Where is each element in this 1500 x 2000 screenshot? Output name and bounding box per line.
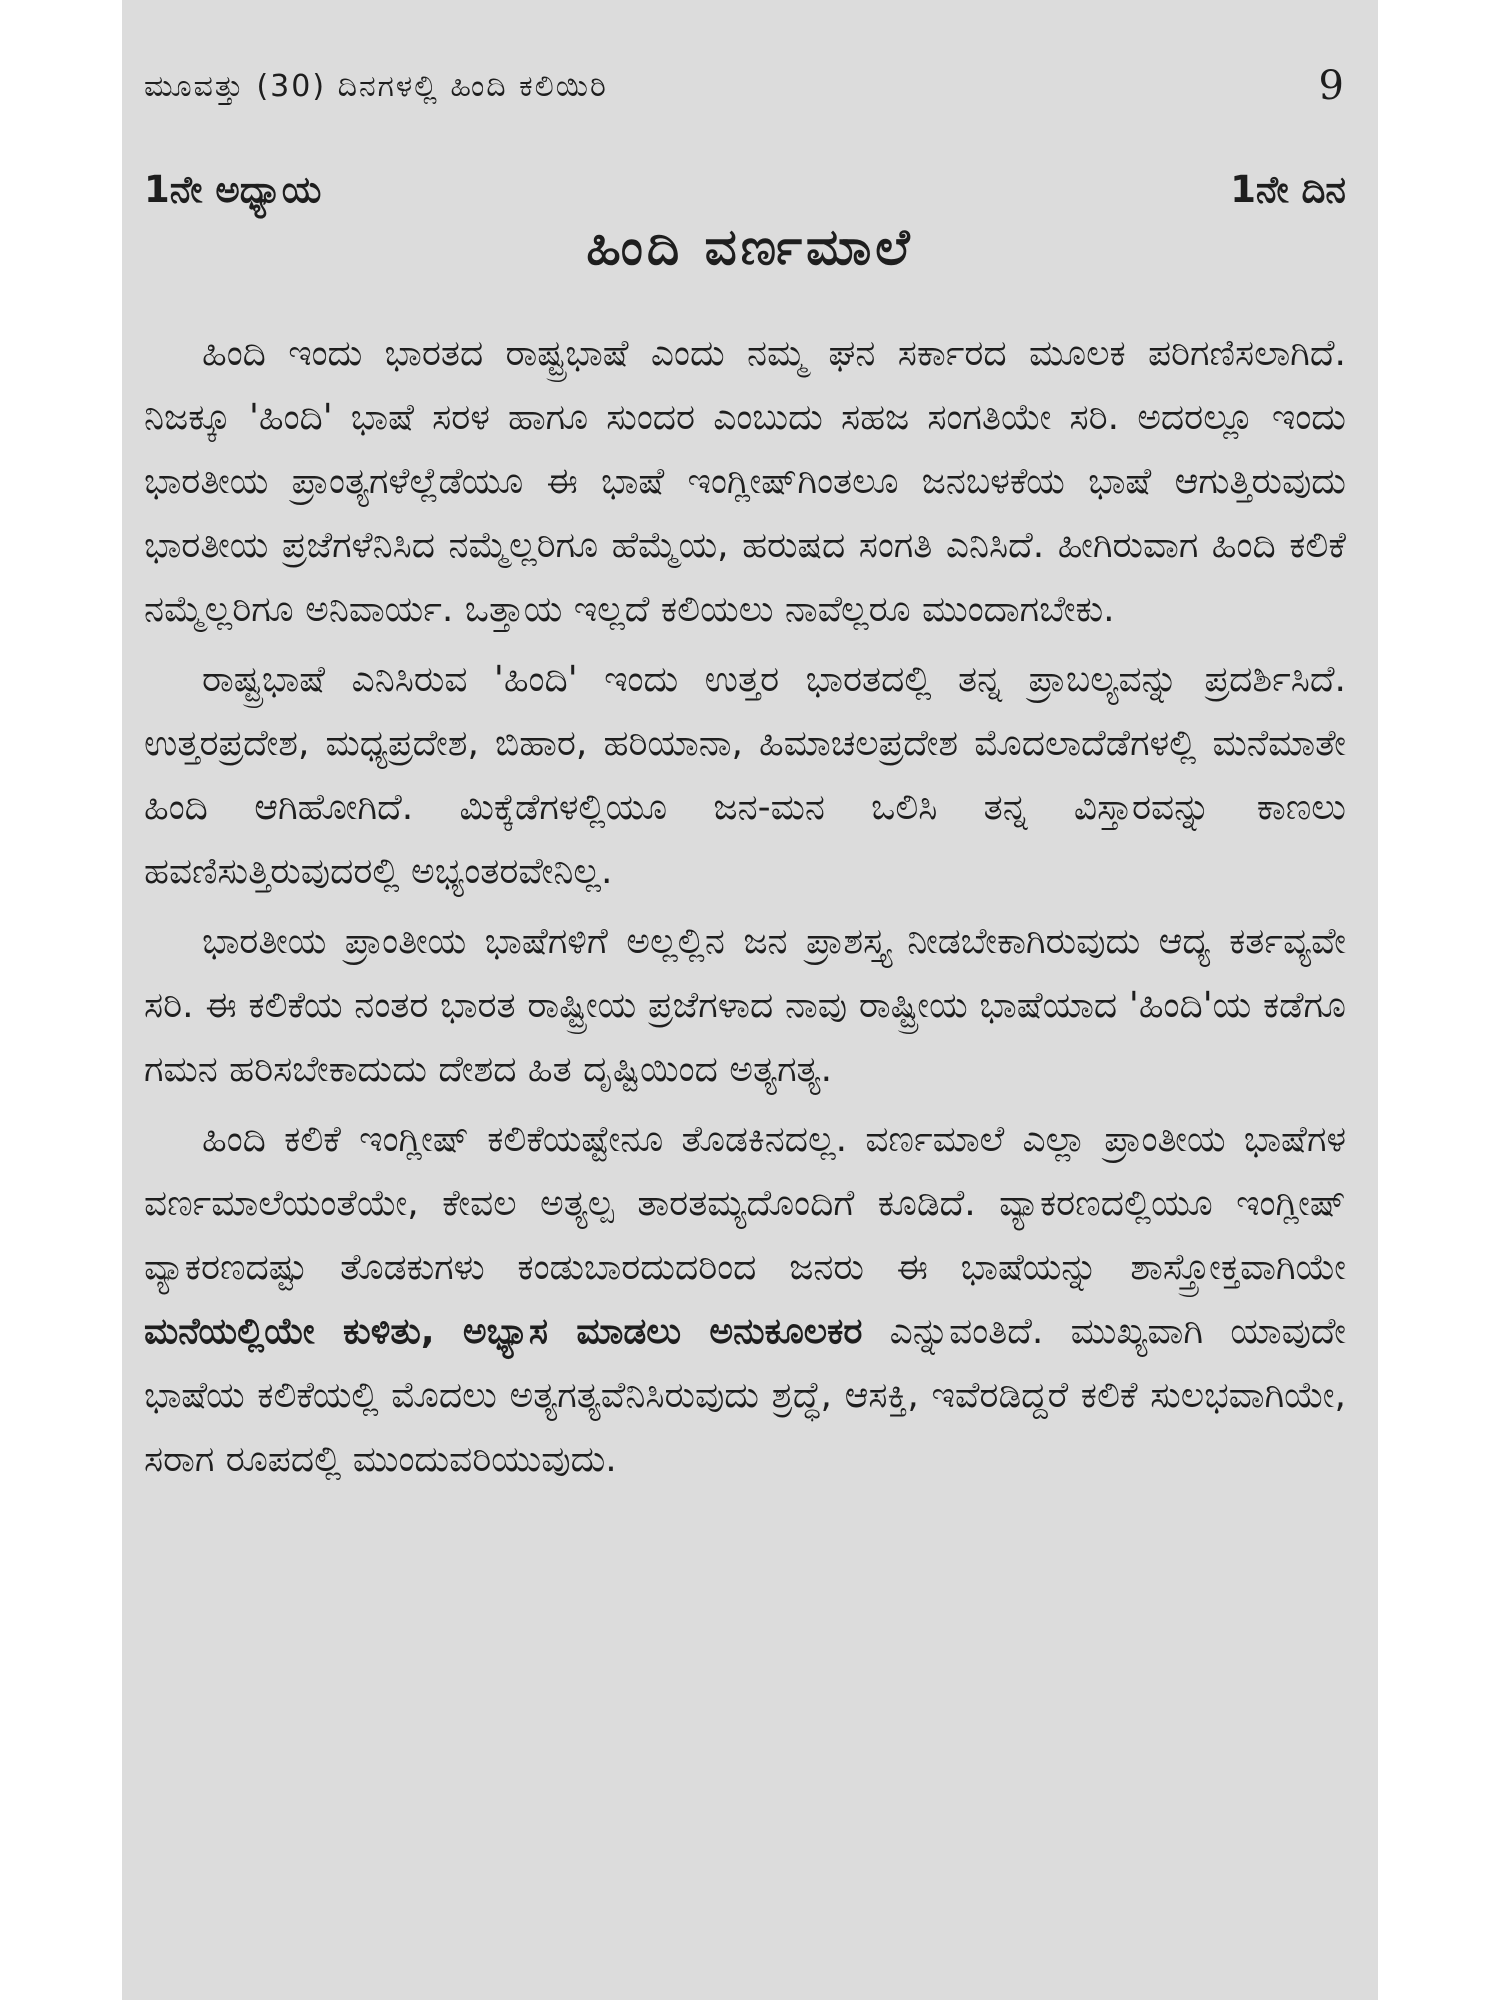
page-title: ಹಿಂದಿ ವರ್ಣಮಾಲೆ [586,218,914,276]
paragraph-text: ಹಿಂದಿ ಕಲಿಕೆ ಇಂಗ್ಲೀಷ್ ಕಲಿಕೆಯಷ್ಟೇನೂ ತೊಡಕಿನದಲ್ಲ. ವರ್ಣಮಾಲೆ ಎಲ್ಲಾ ಪ್ರಾಂತೀಯ ಭಾಷೆಗಳ ವರ್ಣಮಾಲೆಯಂತೆಯೇ, ಕೇವಲ ಅತ್ಯಲ್ಪ ತಾರತಮ್ಯದೊಂದಿಗೆ ಕೂಡಿದೆ. ವ್ಯಾಕರಣದಲ್ಲಿಯೂ ಇಂಗ್ಲೀಷ್ ವ್ಯಾಕರಣದಷ್ಟು ತೊಡಕುಗಳು ಕಂಡುಬಾರದುದರಿಂದ ಜನರು ಈ ಭಾಷೆಯನ್ನು ಶಾಸ್ತ್ರೋಕ್ತವಾಗಿಯೇ [144,1119,1346,1288]
page-number: 9 [1318,63,1346,109]
day-label: 1ನೇ ದಿನ [1230,168,1346,211]
paragraph: ಭಾರತೀಯ ಪ್ರಾಂತೀಯ ಭಾಷೆಗಳಿಗೆ ಅಲ್ಲಲ್ಲಿನ ಜನ ಪ್ರಾಶಸ್ತ್ಯ ನೀಡಬೇಕಾಗಿರುವುದು ಆದ್ಯ ಕರ್ತವ್ಯವೇ ಸರಿ. ಈ ಕಲಿಕೆಯ ನಂತರ ಭಾರತ ರಾಷ್ಟ್ರೀಯ ಪ್ರಜೆಗಳಾದ ನಾವು ರಾಷ್ಟ್ರೀಯ ಭಾಷೆಯಾದ 'ಹಿಂದಿ'ಯ ಕಡೆಗೂ ಗಮನ ಹರಿಸಬೇಕಾದುದು ದೇಶದ ಹಿತ ದೃಷ್ಟಿಯಿಂದ ಅತ್ಯಗತ್ಯ. [144,921,1346,1090]
paragraph-last [144,1108,1346,1492]
body-text [144,322,1346,1498]
chapter-row [144,160,1346,220]
paragraph: ರಾಷ್ಟ್ರಭಾಷೆ ಎನಿಸಿರುವ 'ಹಿಂದಿ' ಇಂದು ಉತ್ತರ ಭಾರತದಲ್ಲಿ ತನ್ನ ಪ್ರಾಬಲ್ಯವನ್ನು ಪ್ರದರ್ಶಿಸಿದೆ. ಉತ್ತರಪ್ರದೇಶ, ಮಧ್ಯಪ್ರದೇಶ, ಬಿಹಾರ, ಹರಿಯಾನಾ, ಹಿಮಾಚಲಪ್ರದೇಶ ಮೊದಲಾದೆಡೆಗಳಲ್ಲಿ ಮನೆಮಾತೇ ಹಿಂದಿ ಆಗಿಹೋಗಿದೆ. ಮಿಕ್ಕೆಡೆಗಳಲ್ಲಿಯೂ ಜನ-ಮನ ಒಲಿಸಿ ತನ್ನ ವಿಸ್ತಾರವನ್ನು ಕಾಣಲು ಹವಣಿಸುತ್ತಿರುವುದರಲ್ಲಿ ಅಭ್ಯಂತರವೇನಿಲ್ಲ. [144,659,1346,892]
paragraph-text: ಎನ್ನುವಂತಿದೆ. ಮುಖ್ಯವಾಗಿ ಯಾವುದೇ ಭಾಷೆಯ ಕಲಿಕೆಯಲ್ಲಿ ಮೊದಲು ಅತ್ಯಗತ್ಯವೆನಿಸಿರುವುದು ಶ್ರದ್ಧೆ, ಆಸಕ್ತಿ, ಇವೆರಡಿದ್ದರೆ ಕಲಿಕೆ ಸುಲಭವಾಗಿಯೇ, ಸರಾಗ ರೂಪದಲ್ಲಿ ಮುಂದುವರಿಯುವುದು. [144,1311,1346,1480]
book-page [122,0,1378,2000]
paragraph: ಹಿಂದಿ ಇಂದು ಭಾರತದ ರಾಷ್ಟ್ರಭಾಷೆ ಎಂದು ನಮ್ಮ ಘನ ಸರ್ಕಾರದ ಮೂಲಕ ಪರಿಗಣಿಸಲಾಗಿದೆ. ನಿಜಕ್ಕೂ 'ಹಿಂದಿ' ಭಾಷೆ ಸರಳ ಹಾಗೂ ಸುಂದರ ಎಂಬುದು ಸಹಜ ಸಂಗತಿಯೇ ಸರಿ. ಅದರಲ್ಲೂ ಇಂದು ಭಾರತೀಯ ಪ್ರಾಂತ್ಯಗಳೆಲ್ಲೆಡೆಯೂ ಈ ಭಾಷೆ ಇಂಗ್ಲೀಷ್‌ಗಿಂತಲೂ ಜನಬಳಕೆಯ ಭಾಷೆ ಆಗುತ್ತಿರುವುದು ಭಾರತೀಯ ಪ್ರಜೆಗಳೆನಿಸಿದ ನಮ್ಮೆಲ್ಲರಿಗೂ ಹೆಮ್ಮೆಯ, ಹರುಷದ ಸಂಗತಿ ಎನಿಸಿದೆ. ಹೀಗಿರುವಾಗ ಹಿಂದಿ ಕಲಿಕೆ ನಮ್ಮೆಲ್ಲರಿಗೂ ಅನಿವಾರ್ಯ. ಒತ್ತಾಯ ಇಲ್ಲದೆ ಕಲಿಯಲು ನಾವೆಲ್ಲರೂ ಮುಂದಾಗಬೇಕು. [144,333,1346,630]
bold-phrase: ಮನೆಯಲ್ಲಿಯೇ ಕುಳಿತು, ಅಭ್ಯಾಸ ಮಾಡಲು ಅನುಕೂಲಕರ [144,1311,863,1352]
running-header [144,62,1346,110]
running-title: ಮೂವತ್ತು (30) ದಿನಗಳಲ್ಲಿ ಹಿಂದಿ ಕಲಿಯಿರಿ [144,68,608,104]
chapter-label: 1ನೇ ಅಧ್ಯಾಯ [144,168,322,211]
